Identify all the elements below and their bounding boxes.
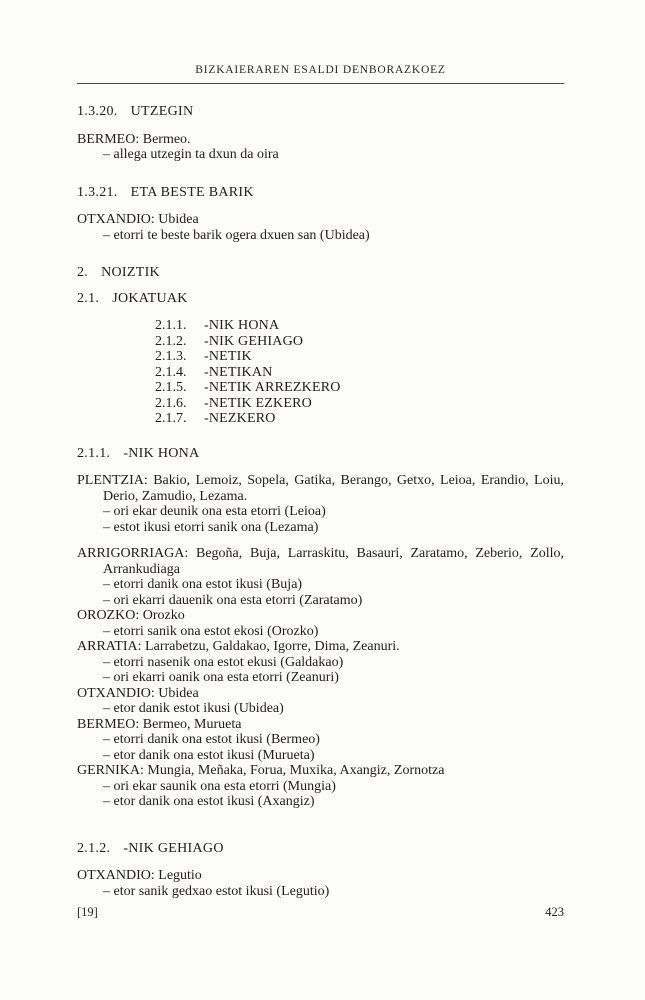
example-line: – etor danik ona estot ikusi (Axangiz) (103, 794, 315, 809)
running-header (77, 0, 564, 84)
example-line: – etor danik ona estot ikusi (Murueta) (103, 747, 315, 763)
locality-head: OTXANDIO: Ubidea (77, 685, 199, 701)
example-line: – ori ekarri oanik ona esta etorri (Zeanuri) (103, 670, 339, 685)
example-line: – etorri sanik ona estot ekosi (Orozko) (103, 623, 319, 639)
subsection-label: -NEZKERO (204, 411, 276, 426)
subsection-number: 2.1.6. (155, 395, 187, 411)
section-number: 1.3.20. (77, 104, 118, 119)
section-title: -NIK HONA (123, 445, 200, 461)
section-title: NOIZTIK (101, 265, 160, 280)
section-heading (77, 841, 564, 857)
subsection-label: -NETIK ARREZKERO (204, 380, 341, 395)
subsection-list-item (155, 365, 564, 381)
example-line: – etorri nasenik ona estot ekusi (Galdakao) (103, 654, 344, 670)
page-content-column (77, 0, 564, 899)
section-title: UTZEGIN (130, 104, 194, 119)
page-body (77, 104, 564, 899)
section-title: JOKATUAK (112, 290, 188, 306)
section-heading (77, 185, 564, 201)
section-number: 2. (77, 265, 89, 280)
locality-entry (77, 546, 564, 608)
section-number: 2.1. (77, 290, 100, 306)
subsection-list-item (155, 349, 564, 365)
example-line: – etorri danik ona estot ikusi (Buja) (103, 577, 303, 592)
header-rule (77, 83, 564, 84)
locality-head: OROZKO: Orozko (77, 608, 185, 623)
locality-entry (77, 686, 564, 717)
section-heading (77, 104, 564, 120)
footer-page-number: 423 (545, 905, 564, 919)
subsection-number: 2.1.2. (155, 333, 187, 349)
subsection-label: -NIK HONA (204, 318, 280, 333)
subsection-number: 2.1.3. (155, 349, 187, 364)
locality-head: ARRIGORRIAGA: Begoña, Buja, Larraskitu, Basauri, Zaratamo, Zeberio, Zollo, Arrankudiaga (77, 546, 564, 577)
locality-head: ARRATIA: Larrabetzu, Galdakao, Igorre, Dima, Zeanuri. (77, 639, 400, 654)
example-line: – etor sanik gedxao estot ikusi (Legutio) (103, 883, 330, 899)
subsection-number: 2.1.1. (155, 318, 187, 333)
locality-head: OTXANDIO: Legutio (77, 868, 202, 883)
locality-entry (77, 608, 564, 639)
example-line: – etorri danik ona estot ikusi (Bermeo) (103, 732, 320, 747)
locality-entry (77, 639, 564, 686)
subsection-list-item (155, 318, 564, 334)
running-header-title: BIZKAIERAREN ESALDI DENBORAZKOEZ (195, 64, 446, 76)
locality-entry (77, 473, 564, 535)
locality-head: OTXANDIO: Ubidea (77, 212, 199, 227)
subsection-list-item (155, 396, 564, 412)
example-line: – etorri te beste barik ogera dxuen san (Ubidea) (103, 227, 370, 243)
subsection-label: -NIK GEHIAGO (204, 333, 304, 349)
subsection-number: 2.1.7. (155, 411, 187, 426)
locality-head: PLENTZIA: Bakio, Lemoiz, Sopela, Gatika, Berango, Getxo, Leioa, Erandio, Loiu, Derio, Zamudio, Lezama. (77, 473, 564, 504)
page-footer (77, 905, 564, 921)
locality-entry (77, 868, 564, 899)
locality-head: BERMEO: Bermeo, Murueta (77, 716, 242, 732)
example-line: – allega utzegin ta dxun da oira (103, 147, 279, 162)
section-number: 2.1.2. (77, 840, 111, 856)
example-line: – etor danik estot ikusi (Ubidea) (103, 701, 284, 716)
example-line: – estot ikusi etorri sanik ona (Lezama) (103, 519, 319, 535)
section-title: ETA BESTE BARIK (130, 184, 254, 200)
subsection-number: 2.1.4. (155, 364, 187, 380)
locality-head: BERMEO: Bermeo. (77, 131, 191, 147)
locality-head: GERNIKA: Mungia, Meñaka, Forua, Muxika, Axangiz, Zornotza (77, 763, 445, 778)
subsection-list (77, 318, 564, 427)
subsection-label: -NETIK (204, 349, 252, 364)
locality-entry (77, 212, 564, 243)
subsection-list-item (155, 380, 564, 396)
section-heading (77, 446, 564, 462)
section-heading (77, 265, 564, 281)
subsection-list-item (155, 411, 564, 427)
section-number: 1.3.21. (77, 184, 118, 200)
locality-entry (77, 717, 564, 764)
example-line: – ori ekarri dauenik ona esta etorri (Zaratamo) (103, 592, 363, 608)
section-title: -NIK GEHIAGO (123, 840, 224, 856)
example-line: – ori ekar deunik ona esta etorri (Leioa) (103, 504, 326, 519)
section-heading (77, 291, 564, 307)
section-number: 2.1.1. (77, 445, 111, 461)
example-line: – ori ekar saunik ona esta etorri (Mungia) (103, 778, 336, 794)
locality-entry (77, 132, 564, 163)
subsection-label: -NETIKAN (204, 364, 273, 380)
subsection-number: 2.1.5. (155, 380, 187, 395)
subsection-label: -NETIK EZKERO (204, 395, 312, 411)
footer-page-marker: [19] (77, 905, 98, 919)
locality-entry (77, 763, 564, 810)
subsection-list-item (155, 334, 564, 350)
